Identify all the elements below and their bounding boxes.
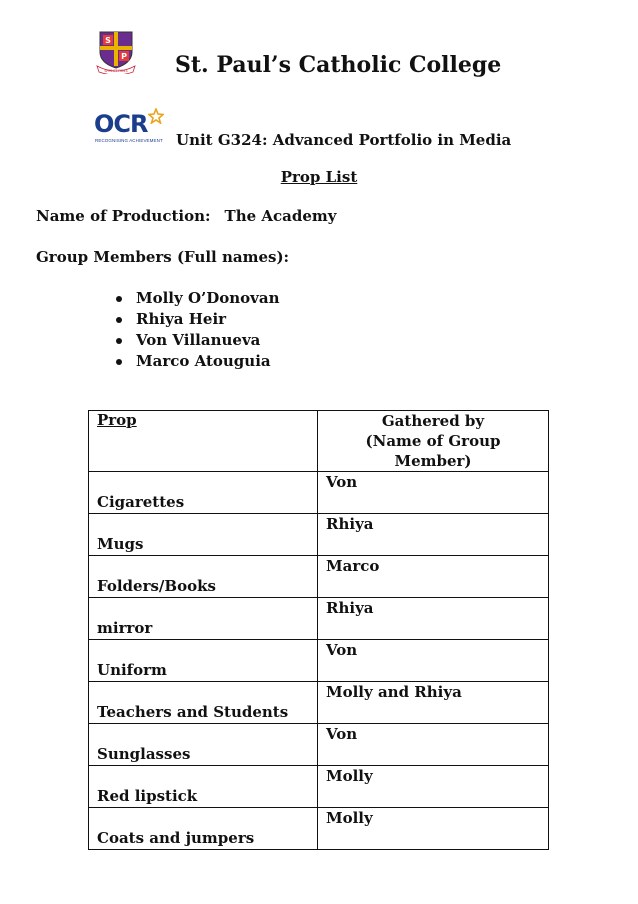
gathered-by-cell: Marco — [318, 556, 549, 598]
unit-title: Unit G324: Advanced Portfolio in Media — [176, 131, 512, 149]
prop-cell: Folders/Books — [89, 556, 318, 598]
gathered-by-cell: Von — [318, 640, 549, 682]
school-name: St. Paul’s Catholic College — [175, 52, 502, 78]
member-name: Von Villanueva — [136, 331, 261, 349]
school-crest-logo — [96, 30, 136, 74]
production-name: The Academy — [224, 207, 337, 225]
bullet-icon — [116, 338, 122, 344]
prop-table — [88, 410, 549, 850]
gathered-by-cell: Rhiya — [318, 514, 549, 556]
bullet-icon — [116, 317, 122, 323]
table-row — [89, 556, 549, 598]
prop-cell: Mugs — [89, 514, 318, 556]
column-header-prop-label: Prop — [97, 411, 137, 429]
prop-cell: Coats and jumpers — [89, 808, 318, 850]
list-item — [114, 351, 280, 372]
column-header-prop — [89, 411, 318, 472]
table-row — [89, 682, 549, 724]
table-header-row — [89, 411, 549, 472]
gathered-by-cell: Molly — [318, 766, 549, 808]
table-row — [89, 472, 549, 514]
production-line — [36, 207, 337, 225]
column-header-gathered-line1: Gathered by — [381, 412, 485, 430]
table-row — [89, 766, 549, 808]
table-row — [89, 514, 549, 556]
member-name: Molly O’Donovan — [136, 289, 280, 307]
bullet-icon — [116, 359, 122, 365]
ocr-logo-tagline: RECOGNISING ACHIEVEMENT — [95, 138, 163, 143]
group-members-label: Group Members (Full names): — [36, 248, 290, 266]
ocr-logo — [94, 108, 170, 148]
list-item — [114, 309, 280, 330]
document-title: Prop List — [280, 168, 358, 186]
production-label: Name of Production: — [36, 207, 211, 225]
prop-cell: mirror — [89, 598, 318, 640]
member-name: Rhiya Heir — [136, 310, 227, 328]
ocr-logo-text: OCR — [94, 110, 148, 138]
prop-cell: Red lipstick — [89, 766, 318, 808]
crest-motto: SPES ET FIDES — [104, 69, 128, 73]
gathered-by-cell: Molly — [318, 808, 549, 850]
gathered-by-cell: Molly and Rhiya — [318, 682, 549, 724]
crest-letter-p: P — [121, 52, 127, 61]
column-header-gathered-line2: (Name of Group Member) — [365, 432, 501, 470]
prop-cell: Cigarettes — [89, 472, 318, 514]
bullet-icon — [116, 296, 122, 302]
table-row — [89, 808, 549, 850]
column-header-gathered-by — [318, 411, 549, 472]
prop-cell: Sunglasses — [89, 724, 318, 766]
prop-cell: Teachers and Students — [89, 682, 318, 724]
star-icon — [148, 108, 164, 124]
gathered-by-cell: Von — [318, 724, 549, 766]
group-members-list — [114, 288, 280, 372]
member-name: Marco Atouguia — [136, 352, 271, 370]
list-item — [114, 288, 280, 309]
list-item — [114, 330, 280, 351]
gathered-by-cell: Rhiya — [318, 598, 549, 640]
table-row — [89, 598, 549, 640]
table-row — [89, 640, 549, 682]
prop-cell: Uniform — [89, 640, 318, 682]
gathered-by-cell: Von — [318, 472, 549, 514]
table-row — [89, 724, 549, 766]
crest-letter-s: S — [105, 36, 111, 45]
